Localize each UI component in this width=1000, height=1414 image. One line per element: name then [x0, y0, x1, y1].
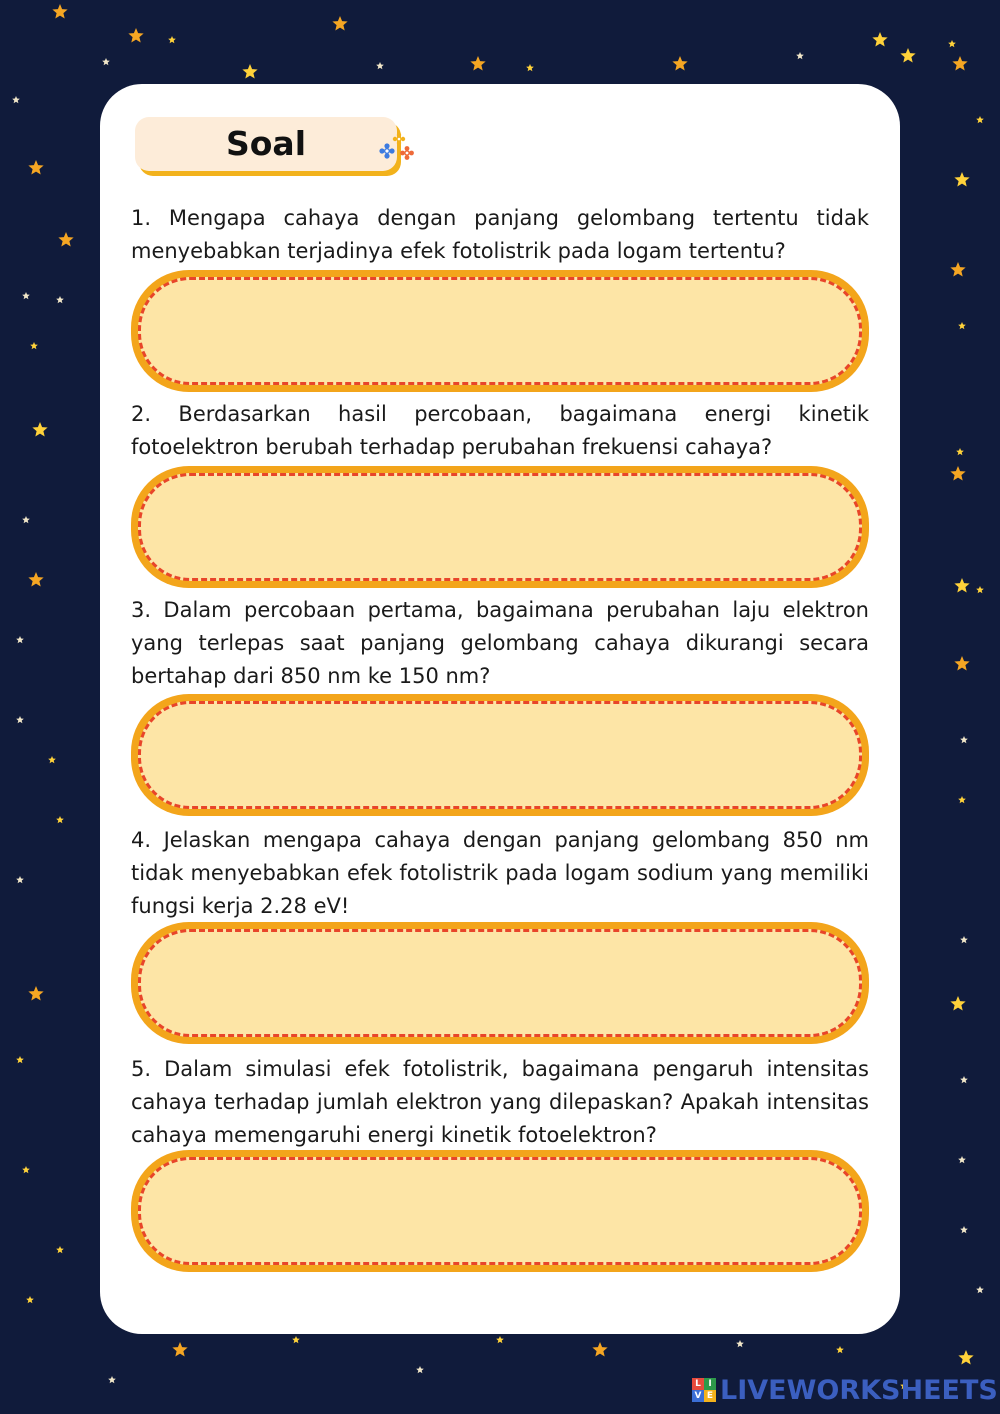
star-icon — [128, 28, 143, 43]
title-badge — [135, 117, 397, 171]
star-icon — [526, 64, 534, 71]
star-icon — [960, 1226, 968, 1233]
star-icon — [16, 876, 24, 883]
star-icon — [48, 756, 56, 763]
star-icon — [900, 48, 915, 63]
star-icon — [56, 1246, 64, 1253]
star-icon — [958, 796, 966, 803]
worksheet-card — [100, 84, 900, 1334]
star-icon — [836, 1346, 844, 1353]
star-icon — [796, 52, 804, 59]
question-5: 5. Dalam simulasi efek fotolistrik, bagaimana pengaruh intensitas cahaya terhadap jumlah elektron yang dilepaskan? Apakah intensitas cahaya memengaruhi energi kinetik fotoelektron? — [131, 1057, 869, 1147]
star-icon — [470, 56, 485, 71]
star-icon — [26, 1296, 34, 1303]
answer-box-2[interactable] — [131, 466, 869, 588]
watermark-text: LIVEWORKSHEETS — [720, 1374, 998, 1406]
star-icon — [172, 1342, 187, 1357]
star-icon — [292, 1336, 300, 1343]
star-icon — [592, 1342, 607, 1357]
star-icon — [956, 448, 964, 455]
star-icon — [102, 58, 110, 65]
logo-letter-i: I — [704, 1378, 716, 1390]
question-3: 3. Dalam percobaan pertama, bagaimana perubahan laju elektron yang terlepas saat panjang gelombang cahaya dikurangi secara bertahap dari 850 nm ke 150 nm? — [131, 598, 869, 688]
logo-letter-e: E — [704, 1390, 716, 1402]
star-icon — [28, 986, 43, 1001]
star-icon — [30, 342, 38, 349]
star-icon — [22, 1166, 30, 1173]
star-icon — [28, 160, 43, 175]
star-icon — [22, 292, 30, 299]
star-icon — [376, 62, 384, 69]
star-icon — [950, 466, 965, 481]
star-icon — [168, 36, 176, 43]
star-icon — [958, 322, 966, 329]
answer-box-4[interactable] — [131, 922, 869, 1044]
logo-letter-v: V — [692, 1390, 704, 1402]
star-icon — [954, 578, 969, 593]
answer-box-1[interactable] — [131, 270, 869, 392]
star-icon — [976, 586, 984, 593]
star-icon — [32, 422, 47, 437]
star-icon — [952, 56, 967, 71]
question-1: 1. Mengapa cahaya dengan panjang gelombang tertentu tidak menyebabkan terjadinya efek fotolistrik pada logam tertentu? — [131, 206, 869, 263]
star-icon — [948, 40, 956, 47]
liveworksheets-watermark — [692, 1374, 998, 1406]
star-icon — [416, 1366, 424, 1373]
answer-box-3[interactable] — [131, 694, 869, 816]
logo-letter-l: L — [692, 1378, 704, 1390]
answer-field-1[interactable] — [138, 277, 862, 385]
answer-field-2[interactable] — [138, 473, 862, 581]
star-icon — [872, 32, 887, 47]
star-icon — [958, 1350, 973, 1365]
star-icon — [242, 64, 257, 79]
question-2: 2. Berdasarkan hasil percobaan, bagaimana energi kinetik fotoelektron berubah terhadap perubahan frekuensi cahaya? — [131, 402, 869, 459]
answer-field-5[interactable] — [138, 1157, 862, 1265]
star-icon — [976, 116, 984, 123]
flower-decoration-icon — [375, 131, 419, 163]
star-icon — [56, 816, 64, 823]
star-icon — [52, 4, 67, 19]
star-icon — [950, 996, 965, 1011]
star-icon — [958, 1156, 966, 1163]
page-title: Soal — [225, 124, 307, 163]
star-icon — [28, 572, 43, 587]
star-icon — [16, 716, 24, 723]
star-icon — [960, 736, 968, 743]
star-icon — [960, 936, 968, 943]
answer-box-5[interactable] — [131, 1150, 869, 1272]
star-icon — [954, 656, 969, 671]
answer-field-4[interactable] — [138, 929, 862, 1037]
star-icon — [950, 262, 965, 277]
star-icon — [16, 636, 24, 643]
star-icon — [496, 1336, 504, 1343]
question-4: 4. Jelaskan mengapa cahaya dengan panjang gelombang 850 nm tidak menyebabkan efek fotolistrik pada logam sodium yang memiliki fungsi kerja 2.28 eV! — [131, 828, 869, 918]
star-icon — [672, 56, 687, 71]
star-icon — [58, 232, 73, 247]
star-icon — [16, 1056, 24, 1063]
star-icon — [108, 1376, 116, 1383]
answer-field-3[interactable] — [138, 701, 862, 809]
star-icon — [12, 96, 20, 103]
star-icon — [736, 1340, 744, 1347]
star-icon — [976, 1286, 984, 1293]
star-icon — [22, 516, 30, 523]
star-icon — [332, 16, 347, 31]
star-icon — [56, 296, 64, 303]
star-icon — [954, 172, 969, 187]
liveworksheets-logo-icon — [692, 1378, 716, 1402]
star-icon — [960, 1076, 968, 1083]
